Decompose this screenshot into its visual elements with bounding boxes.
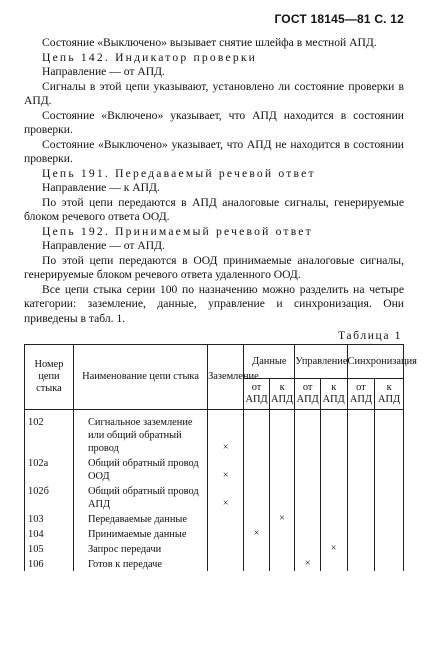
cell-mark bbox=[295, 410, 321, 456]
circuits-table bbox=[24, 344, 417, 571]
cell-mark bbox=[320, 556, 347, 571]
paragraph: Состояние «Выключено» вызывает снятие шлейфа в местной АПД. bbox=[42, 36, 377, 49]
paragraph: По этой цепи передаются в АПД аналоговые сигналы, генерируемые блоком речевого ответа ООД. bbox=[24, 195, 404, 223]
cell-mark bbox=[269, 526, 295, 541]
cell-mark: × bbox=[295, 556, 321, 571]
cell-mark bbox=[269, 483, 295, 511]
cell-mark bbox=[244, 511, 270, 526]
cell-mark bbox=[375, 410, 404, 456]
cell-number: 106 bbox=[25, 556, 74, 571]
header-number: Номер цепи стыка bbox=[25, 345, 74, 410]
table-row bbox=[25, 511, 404, 526]
circuit-heading-192: Цепь 192. Принимаемый речевой ответ bbox=[42, 224, 313, 238]
direction-line: Направление — к АПД. bbox=[42, 181, 160, 194]
header-to-apd: к АПД bbox=[269, 379, 295, 410]
cell-mark: × bbox=[208, 455, 244, 483]
cell-name: Готов к передаче bbox=[73, 556, 207, 571]
cell-name: Общий обратный провод АПД bbox=[73, 483, 207, 511]
direction-line: Направление — от АПД. bbox=[42, 65, 165, 78]
table-caption: Таблица 1 bbox=[338, 329, 402, 342]
circuit-heading-191: Цепь 191. Передаваемый речевой ответ bbox=[42, 166, 316, 180]
cell-number: 105 bbox=[25, 541, 74, 556]
cell-mark bbox=[375, 526, 404, 541]
cell-mark bbox=[347, 526, 375, 541]
cell-mark bbox=[244, 410, 270, 456]
paragraph: Состояние «Выключено» указывает, что АПД не находится в состоянии проверки. bbox=[24, 137, 404, 165]
cell-mark bbox=[347, 556, 375, 571]
header-to-apd: к АПД bbox=[375, 379, 404, 410]
header-from-apd: от АПД bbox=[244, 379, 270, 410]
cell-mark bbox=[295, 455, 321, 483]
cell-mark: × bbox=[269, 511, 295, 526]
cell-mark bbox=[320, 455, 347, 483]
circuit-heading-142: Цепь 142. Индикатор проверки bbox=[42, 50, 258, 64]
cell-mark bbox=[208, 526, 244, 541]
table-row bbox=[25, 483, 404, 511]
cell-mark: × bbox=[208, 483, 244, 511]
cell-mark bbox=[269, 556, 295, 571]
cell-mark bbox=[375, 455, 404, 483]
paragraph: По этой цепи передаются в ООД принимаемые аналоговые сигналы, генерируемые блоком речевого ответа удаленного ООД. bbox=[24, 253, 404, 281]
cell-mark bbox=[347, 541, 375, 556]
cell-mark bbox=[320, 410, 347, 456]
table-row bbox=[25, 526, 404, 541]
cell-mark bbox=[347, 483, 375, 511]
table-row bbox=[25, 410, 404, 456]
cell-mark bbox=[320, 483, 347, 511]
cell-name: Передаваемые данные bbox=[73, 511, 207, 526]
cell-mark bbox=[295, 541, 321, 556]
paragraph: Состояние «Включено» указывает, что АПД находится в состоянии проверки. bbox=[24, 108, 404, 136]
cell-mark bbox=[320, 511, 347, 526]
cell-mark bbox=[208, 511, 244, 526]
header-ground: Заземление bbox=[208, 345, 244, 410]
body-text bbox=[24, 36, 404, 326]
cell-name: Запрос передачи bbox=[73, 541, 207, 556]
cell-mark bbox=[347, 455, 375, 483]
cell-number: 104 bbox=[25, 526, 74, 541]
cell-mark bbox=[375, 511, 404, 526]
paragraph: Сигналы в этой цепи указывают, установлено ли состояние проверки в АПД. bbox=[24, 79, 404, 107]
cell-mark bbox=[295, 511, 321, 526]
cell-mark bbox=[295, 483, 321, 511]
header-to-apd: к АПД bbox=[320, 379, 347, 410]
page-header: ГОСТ 18145—81 С. 12 bbox=[274, 12, 404, 26]
table-row bbox=[25, 541, 404, 556]
cell-mark bbox=[244, 541, 270, 556]
cell-mark bbox=[208, 541, 244, 556]
cell-number: 102а bbox=[25, 455, 74, 483]
cell-mark bbox=[208, 556, 244, 571]
cell-mark bbox=[269, 541, 295, 556]
table-row bbox=[25, 455, 404, 483]
cell-mark bbox=[375, 541, 404, 556]
cell-mark bbox=[244, 483, 270, 511]
cell-mark bbox=[244, 556, 270, 571]
cell-mark: × bbox=[208, 410, 244, 456]
header-control: Управление bbox=[295, 345, 347, 379]
cell-mark bbox=[244, 455, 270, 483]
cell-mark: × bbox=[320, 541, 347, 556]
cell-mark bbox=[269, 410, 295, 456]
cell-number: 102 bbox=[25, 410, 74, 456]
header-data: Данные bbox=[244, 345, 295, 379]
cell-mark: × bbox=[244, 526, 270, 541]
paragraph: Все цепи стыка серии 100 по назначению можно разделить на четыре категории: заземление, данные, управление и синхронизация. Они приведены в табл. 1. bbox=[24, 282, 404, 325]
cell-mark bbox=[347, 410, 375, 456]
header-sync: Синхронизация bbox=[347, 345, 403, 379]
cell-name: Принимаемые данные bbox=[73, 526, 207, 541]
table-row bbox=[25, 556, 404, 571]
cell-name: Общий обратный провод ООД bbox=[73, 455, 207, 483]
cell-mark bbox=[347, 511, 375, 526]
cell-mark bbox=[295, 526, 321, 541]
header-from-apd: от АПД bbox=[295, 379, 321, 410]
cell-mark bbox=[375, 556, 404, 571]
cell-mark bbox=[375, 483, 404, 511]
cell-mark bbox=[269, 455, 295, 483]
cell-name: Сигнальное заземление или общий обратный провод bbox=[73, 410, 207, 456]
cell-number: 102б bbox=[25, 483, 74, 511]
header-from-apd: от АПД bbox=[347, 379, 375, 410]
cell-mark bbox=[320, 526, 347, 541]
cell-number: 103 bbox=[25, 511, 74, 526]
direction-line: Направление — от АПД. bbox=[42, 239, 165, 252]
header-name: Наименование цепи стыка bbox=[73, 345, 207, 410]
